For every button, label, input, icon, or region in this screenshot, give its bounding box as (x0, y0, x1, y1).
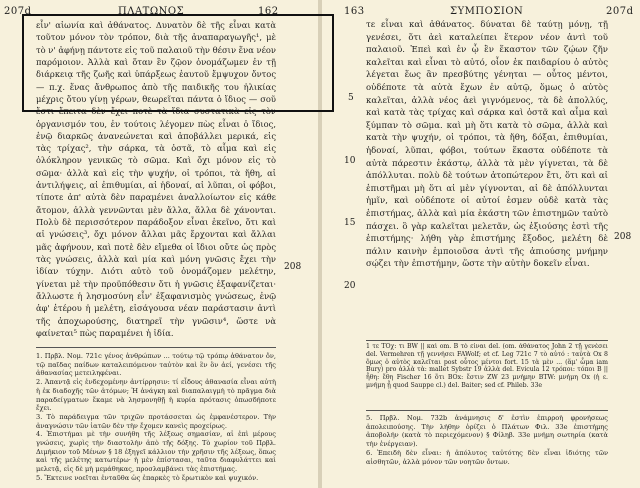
right-running-title: ΣΥΜΠΟΣΙΟΝ (450, 6, 524, 17)
line-number-10: 10 (344, 156, 356, 166)
right-page (322, 0, 640, 488)
right-footnotes (366, 414, 608, 466)
line-number-20: 20 (344, 281, 356, 291)
right-greek-paragraph: τε εἶναι καὶ ἀθάνατος. δύναται δὲ ταύτῃ μόνῃ, τῇ γενέσει, ὅτι ἀεὶ καταλείπει ἕτερον νέον ἀντὶ τοῦ παλαιοῦ. Ἐπεὶ καὶ ἐν ᾧ ἓν ἕκαστον τῶν ζῴων ζῆν καλεῖται καὶ εἶναι τὸ αὐτό, οἷον ἐκ παιδαρίου ὁ αὐτὸς λέγεται ἕως ἂν πρεσβύτης γένηται — οὗτος μέντοι, οὐδέποτε τὰ αὐτὰ ἔχων ἐν αὑτῷ, ὅμως ὁ αὐτὸς καλεῖται, ἀλλὰ νέος ἀεὶ γιγνόμενος, τὰ δὲ ἀπολλύς, καὶ κατὰ τὰς τρίχας καὶ σάρκα καὶ ὀστᾶ καὶ αἷμα καὶ ξύμπαν τὸ σῶμα. καὶ μὴ ὅτι κατὰ τὸ σῶμα, ἀλλὰ καὶ κατὰ τὴν ψυχήν, οἱ τρόποι, τὰ ἤθη, δόξαι, ἐπιθυμίαι, ἡδοναί, λῦπαι, φόβοι, τούτων ἕκαστα οὐδέποτε τὰ αὐτὰ πάρεστιν ἑκάστῳ, ἀλλὰ τὰ μὲν γίγνεται, τὰ δὲ ἀπόλλυται. πολὺ δὲ τούτων ἀτοπώτερον ἔτι, ὅτι καὶ αἱ ἐπιστῆμαι μὴ ὅτι αἱ μὲν γίγνονται, αἱ δὲ ἀπόλλυνται ἡμῖν, καὶ οὐδέποτε οἱ αὐτοί ἐσμεν οὐδὲ κατὰ τὰς ἐπιστήμας, ἀλλὰ καὶ μία ἑκάστη τῶν ἐπιστημῶν ταὐτὸ πάσχει. ὃ γὰρ καλεῖται μελετᾶν, ὡς ἐξιούσης ἐστὶ τῆς ἐπιστήμης· λήθη γὰρ ἐπιστήμης ἔξοδος, μελέτη δὲ πάλιν καινὴν ἐμποιοῦσα ἀντὶ τῆς ἀπιούσης μνήμην σῴζει τὴν ἐπιστήμην, ὥστε τὴν αὐτὴν δοκεῖν εἶναι. (366, 20, 608, 270)
left-translation-paragraph: εἶν' αἰωνία καὶ ἀθάνατος. Δυνατὸν δὲ τῆς εἶναι κατὰ τοῦτον μόνον τὸν τρόπον, διὰ τῆς ἀναπαραγωγῆς¹, μὲ τὸ ν' ἀφήνῃ πάντοτε εἰς τοῦ παλαιοῦ τὴν θέσιν ἕνα νέον παρόμοιον. Ἀλλὰ καὶ ὅταν ἓν ζῷον ὀνομάζωμεν ἐν τῇ διάρκειᾳ τῆς ζωῆς καὶ ὑπάρξεως ἑαυτοῦ ἔμψυχον ὄντος — π.χ. ἕνας ἄνθρωπος ἀπὸ τῆς παιδικῆς του ἡλικίας μέχρις ὅτου γίνῃ γέρων, θεωρεῖται πάντα ὁ ἴδιος — σοῦ ἔστι ἔπειτα δὲν ἔχει ποτὲ τὰ ἴδια συστατικὰ εἰς τὸν ὀργανισμόν του, ἐν τούτοις λέγομεν πὼς εἶναι ὁ ἴδιος, ἐνῷ διαρκῶς ἀνανεώνεται καὶ ἀποβάλλει μερικά, εἰς τὰς τρίχας², τὴν σάρκα, τὰ ὀστᾶ, τὸ αἷμα καὶ εἰς ὁλόκληρον γενικῶς τὸ σῶμα. Καὶ ὄχι μόνον εἰς τὸ σῶμα· ἀλλὰ καὶ εἰς τὴν ψυχήν, οἱ τρόποι, τὰ ἤθη, αἱ ἀντιλήψεις, αἱ ἐπιθυμίαι, αἱ ἡδοναί, αἱ λῦπαι, οἱ φόβοι, τίποτε ἀπ' αὐτὰ δὲν παραμένει ἀναλλοίωτον εἰς κάθε ἄτομον, ἀλλὰ γεννῶνται μὲν ἄλλα, ἄλλα δὲ χάνονται. Πολὺ δὲ περισσότερον παράδοξον εἶναι ἐκεῖνο, ὅτι καὶ αἱ γνώσεις³, ὄχι μόνον ἄλλαι μᾶς ἔρχονται καὶ ἄλλαι μᾶς ἀφήνουν, καὶ ποτὲ δὲν εἴμεθα οἱ ἴδιοι οὔτε ὡς πρὸς τὰς γνώσεις, ἀλλὰ καὶ μία καὶ μόνη γνῶσις ἔχει τὴν ἰδίαν τύχην. Διότι αὐτὸ τοῦ ὀνομάζομεν μελέτην, γίνεται μὲ τὴν προϋπόθεσιν ὅτι ἡ γνῶσις ἐξαφανίζεται· ἄλλωστε ἡ λησμοσύνη εἶν' ἐξαφανισμὸς γνώσεως, ἐνῷ ἀφ' ἑτέρου ἡ μελέτη, εἰσάγουσα νέαν παράστασιν ἀντὶ τῆς ἀποχωρούσης, διατηρεῖ τὴν γνῶσιν⁴, ὥστε νὰ φαίνεται⁵ πὼς παραμένει ἡ ἰδία. (36, 20, 276, 338)
left-page-number: 162 (258, 6, 279, 17)
apparatus-rule (366, 340, 608, 341)
right-footnote-rule (366, 410, 608, 411)
footnote: 5. Ἔκτεινε νοεῖται ἐνταῦθα ὡς ἐπαρκὲς τὸ ἔρωτικὸν καὶ ψυχικόν. (36, 473, 259, 482)
left-margin-line-number: 208 (284, 262, 302, 272)
footnote: 3. Τὸ παράδειγμα τῶν τριχῶν προτάσσεται ὡς ἐμφανέστερον. Τὴν ἀναγνώσιν τῶν ἰατῶν δὲν τὴν ἔχομεν κανεὶς προχείρως. (36, 412, 276, 430)
footnote: 2. Ἀπαντᾷ εἰς ἐνδεχομένην ἀντίρρησιν: τί εἶδους ἀθανασία εἶναι αὐτὴ ἡ ἐκ διαδοχῆς τῶν ἀτόμων; Ἡ ἀνάγκη καὶ διαπαλαιγμὴ τὸ πρᾶγμα διὰ παραδείγματων ἔκαμε νὰ λησμονηθῇ ἡ κυρία πρότασις ὁπωσδήποτε ἔχει. (36, 378, 276, 413)
left-footnote-rule (36, 347, 276, 348)
footnote: 4. Ἐπιστήμαι μὲ τὴν συνήθη τῆς λέξεως σημασίαν, αἱ ἐπὶ μέρους γνώσεις, χωρὶς τὴν διαστολὴν ἀπὸ τῆς δόξης. Τὸ χωρίον τοῦ Πρβλ. Διμήκιον τοῦ Μένων § 18 ἐξηγεῖ κάλλιον τὴν χρῆσιν τῆς λέξεως, ὅπως καὶ τῆς μελέτης κατωτέρω· ἡ μὲν ἐπίστασαι, ταῦτα διαφυλάττει καὶ μελετᾷ, εἰς δὲ μὴ μεμάθηκας, προσλαμβάνει τὰς ἐπιστήμας. (36, 430, 276, 474)
left-footnotes (36, 352, 276, 483)
line-number-15: 15 (344, 218, 356, 228)
critical-apparatus: 1 τε ΤΟχ: τι BW || καὶ om. B τὸ εἶναι del. (om. ἀθάνατος John 2 τῇ γενέσει del. Vermehren τῇ γεννήσει FAWolf; et cf. Leg 721c 7 τὸ αὐτό : ταὐτὰ Ox 8 ὅμως ὁ αὐτὸς καλεῖται post οὗτος μέντοι fort. 15 τὰ μὲν ... (ἅμ' ὧμα iam Bury) pro ἀλλὰ τὰ: mallet Sybstr 19 ἀλλὰ del. Evicula 12 τρόποι: τόποι B || ἦθη: ἔθη Fischer 16 ὅτι BOx: ἔστιν ZW 23 μνήμην BTW: μνήμη Ox (ἡ ε. μνήμη ᾗ quod Sauppe cl.) del. Baiter; sed cf. Phileb. 33e (366, 343, 608, 389)
left-section-ref: 207d (4, 6, 32, 17)
right-section-ref: 207d (606, 6, 634, 17)
footnote: 1. Πρβλ. Νομ. 721c γένος ἀνθρώπων ... τούτῳ τῷ τρόπῳ ἀθάνατον ὄν, τῷ παῖδας παίδων καταλειπόμενον ταὐτὸν καὶ ἓν ὂν ἀεί, γενέσει τῆς ἀθανασίας μετειληφέναι. (36, 352, 276, 378)
left-page (0, 0, 318, 488)
right-body-text (366, 19, 608, 271)
footnote: 6. Ἐπειδὴ δὲν εἶναι: ἡ ἀπόλυτος ταὐτότης δὲν εἶναι ἰδιότης τῶν αἰσθητῶν, ἀλλὰ μόνον τῶν νοητῶν ὄντων. (366, 448, 608, 466)
left-body-text (36, 19, 276, 339)
right-page-number: 163 (344, 6, 365, 17)
right-margin-line-number: 208 (614, 232, 632, 242)
line-number-5: 5 (348, 93, 354, 103)
left-running-title: ΠΛΑΤΩΝΟΣ (118, 6, 185, 17)
footnote: 5. Πρβλ. Νομ. 732b ἀνάμνησις δ' ἐστὶν ἐπιρροὴ φρονήσεως ἀπολειπούσης. Τὴν λήθην ὁρίζει ὁ Πλάτων Φιλ. 33e ἐπιστήμης ἀποβολήν (κατὰ τὸ περιεχόμενον) § Φίληβ. 33e μνήμη σωτηρία (κατὰ τὴν ἐνέργειαν). (366, 414, 608, 449)
